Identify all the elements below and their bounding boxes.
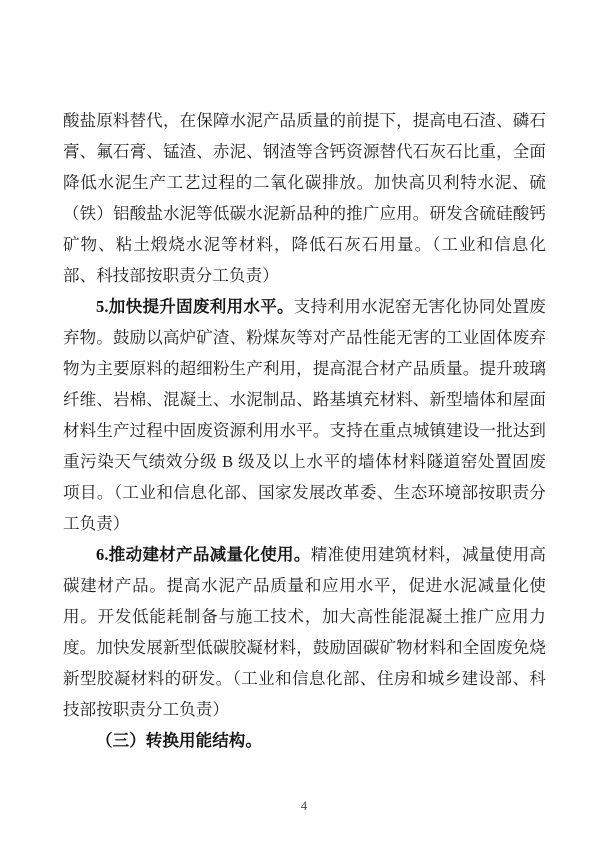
paragraph-item-6-lead: 6.推动建材产品减量化使用。 [96,545,311,564]
document-body [63,105,546,756]
paragraph-item-5-lead: 5.加快提升固废利用水平。 [96,297,294,316]
paragraph-item-6 [63,539,546,725]
section-heading-text: （三）转换用能结构。 [96,731,262,750]
paragraph-continuation [63,105,546,291]
page-number: 4 [300,799,308,813]
paragraph-item-6-text: 精准使用建筑材料，减量使用高碳建材产品。提高水泥产品质量和应用水平，促进水泥减量化使用。开发低能耗制备与施工技术，加大高性能混凝土推广应用力度。加快发展新型低碳胶凝材料，鼓励固碳矿物材料和全固废免烧新型胶凝材料的研发。（工业和信息化部、住房和城乡建设部、科技部按职责分工负责） [63,545,546,719]
paragraph-item-5-text: 支持利用水泥窑无害化协同处置废弃物。鼓励以高炉矿渣、粉煤灰等对产品性能无害的工业固体废弃物为主要原料的超细粉生产利用，提高混合材产品质量。提升玻璃纤维、岩棉、混凝土、水泥制品、路基填充材料、新型墙体和屋面材料生产过程中固废资源利用水平。支持在重点城镇建设一批达到重污染天气绩效分级 B 级及以上水平的墙体材料隧道窑处置固废项目。（工业和信息化部、国家发展改革委、生态环境部按职责分工负责） [63,297,546,533]
section-heading [63,725,546,756]
paragraph-continuation-text: 酸盐原料替代，在保障水泥产品质量的前提下，提高电石渣、磷石膏、氟石膏、锰渣、赤泥、钢渣等含钙资源替代石灰石比重，全面降低水泥生产工艺过程的二氧化碳排放。加快高贝利特水泥、硫（铁）铝酸盐水泥等低碳水泥新品种的推广应用。研发含硫硅酸钙矿物、粘土煅烧水泥等材料，降低石灰石用量。（工业和信息化部、科技部按职责分工负责） [63,111,546,285]
paragraph-item-5 [63,291,546,539]
